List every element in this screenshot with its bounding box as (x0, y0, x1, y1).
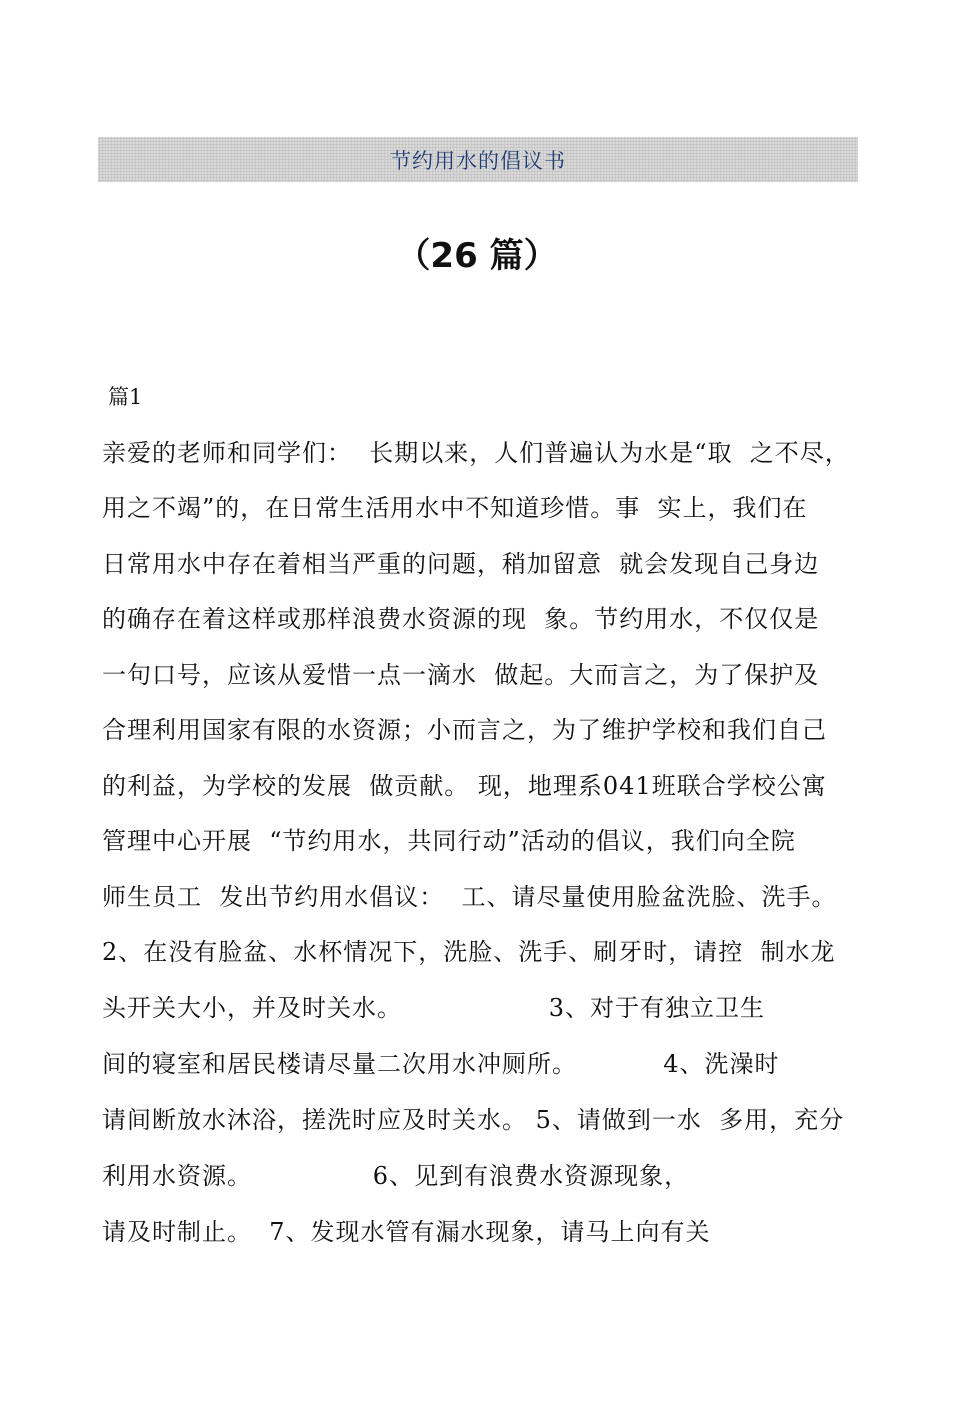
body-line: 间的寝室和居民楼请尽量二次用水冲厕所。 4、洗澡时 (102, 1050, 780, 1078)
body-line: 利用水资源。 6、见到有浪费水资源现象， (102, 1162, 690, 1190)
body-line: 日常用水中存在着相当严重的问题，稍加留意 就会发现自己身边 (102, 550, 820, 578)
body-line: 的确存在着这样或那样浪费水资源的现 象。节约用水，不仅仅是 (102, 605, 820, 633)
body-line: 用之不竭”的，在日常生活用水中不知道珍惜。事 实上，我们在 (102, 494, 808, 522)
title-banner (98, 137, 858, 182)
body-line: 亲爱的老师和同学们： 长期以来，人们普遍认为水是“取 之不尽， (102, 439, 850, 467)
body-line: 头开关大小，并及时关水。 3、对于有独立卫生 (102, 994, 765, 1022)
body-line: 请及时制止。 7、发现水管有漏水现象，请马上向有关 (102, 1218, 711, 1246)
body-line: 2、在没有脸盆、水杯情况下，洗脸、洗手、刷牙时，请控 制水龙 (102, 938, 836, 966)
document-title: 节约用水的倡议书 (390, 148, 566, 173)
body-line: 师生员工 发出节约用水倡议： 工、请尽量使用脸盆洗脸、洗手。 (102, 883, 837, 911)
body-line: 的利益，为学校的发展 做贡献。 现，地理系041班联合学校公寓 (102, 772, 827, 800)
section-label: 篇1 (108, 385, 143, 409)
body-line: 合理利用国家有限的水资源；小而言之，为了维护学校和我们自己 (102, 716, 827, 744)
body-line: 一句口号，应该从爱惜一点一滴水 做起。大而言之，为了保护及 (102, 661, 820, 689)
document-subtitle: （26 篇） (396, 236, 558, 276)
body-line: 管理中心开展 “节约用水，共同行动”活动的倡议，我们向全院 (102, 827, 796, 855)
body-line: 请间断放水沐浴，搓洗时应及时关水。 5、请做到一水 多用，充分 (102, 1106, 845, 1134)
